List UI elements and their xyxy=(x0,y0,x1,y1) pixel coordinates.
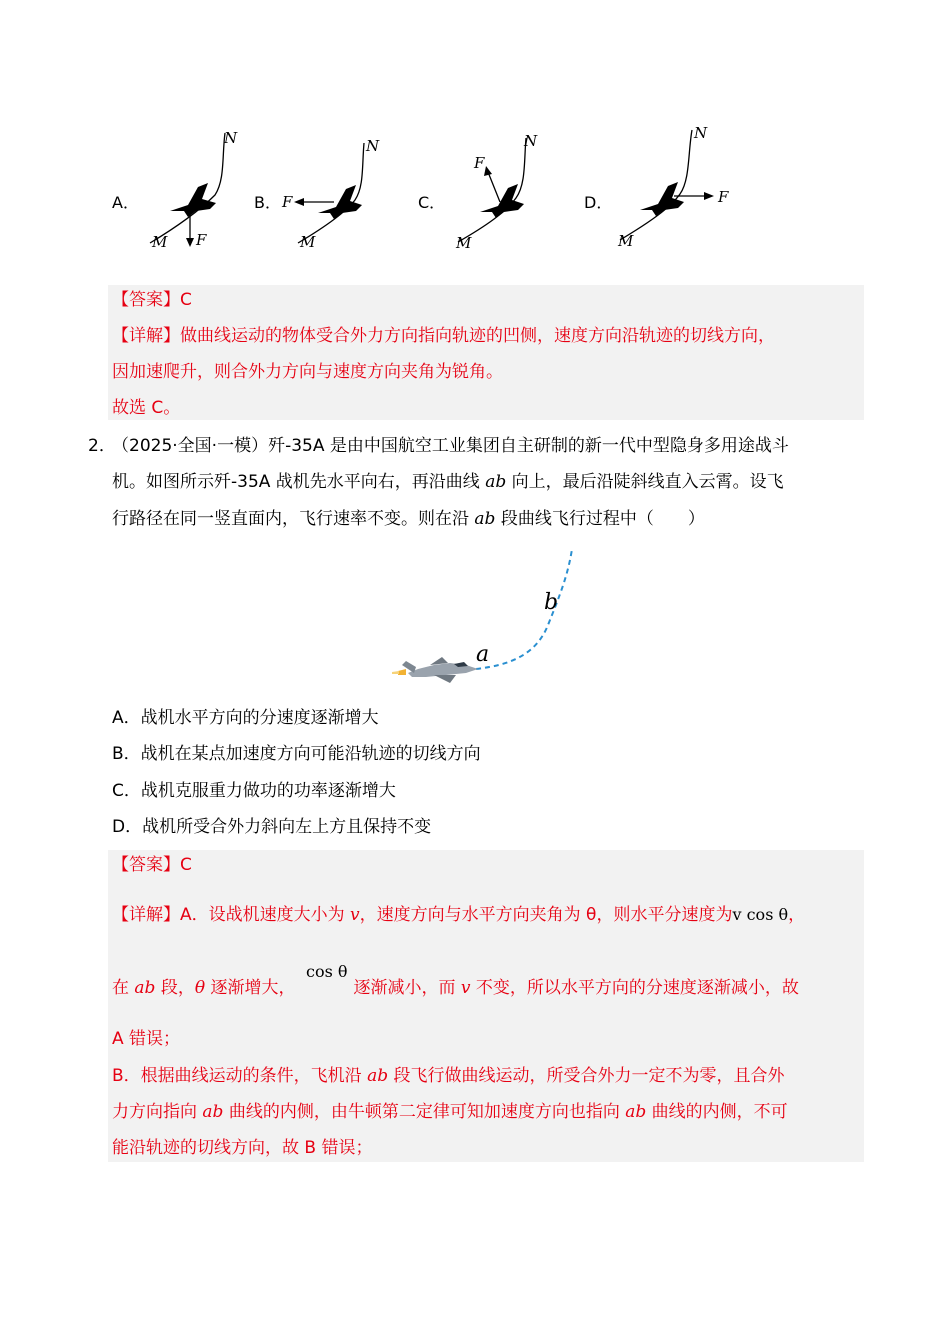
q1-answer-label: 【答案】C xyxy=(112,290,192,310)
q2-number: 2． xyxy=(88,436,116,456)
label-b: b xyxy=(544,590,559,615)
trajectory-curve xyxy=(150,133,225,243)
label-n: N xyxy=(694,124,708,142)
force-arrow xyxy=(488,172,500,202)
label-m: M xyxy=(152,233,168,251)
formula-cos: cos θ xyxy=(306,962,348,981)
option-c-figure xyxy=(448,130,558,255)
q1-answer-box xyxy=(108,285,864,420)
option-d-letter: D． xyxy=(584,193,613,212)
q2-stem-line-2: 机。如图所示歼-35A 战机先水平向右，再沿曲线 ab 向上，最后沿陡斜线直入云霄。设飞 xyxy=(112,472,784,492)
label-m: M xyxy=(618,232,634,250)
option-a-figure xyxy=(140,125,250,255)
q2-detail-b-line-3: 能沿轨迹的切线方向，故 B 错误； xyxy=(112,1138,373,1158)
plane-silhouette xyxy=(480,184,524,218)
label-n: N xyxy=(366,137,380,155)
trajectory-curve xyxy=(458,138,526,242)
label-m: M xyxy=(300,233,316,251)
q2-option-c: C．战机克服重力做功的功率逐渐增大 xyxy=(112,781,396,801)
label-n: N xyxy=(224,129,238,147)
label-n: N xyxy=(524,132,538,150)
option-b-figure xyxy=(280,135,390,255)
formula-vcos: v cos θ xyxy=(732,905,789,924)
q2-option-d: D．战机所受合外力斜向左上方且保持不变 xyxy=(112,817,432,837)
option-c-letter: C． xyxy=(418,193,446,212)
trajectory-curve xyxy=(298,143,364,243)
trajectory-curve xyxy=(620,130,692,240)
q1-detail-line-3: 故选 C。 xyxy=(112,398,181,418)
label-f: F xyxy=(474,154,485,172)
q2-detail-a-line-2: 在 ab 段，θ 逐渐增大， 逐渐减小，而 v 不变，所以水平方向的分速度逐渐减小，故 xyxy=(112,978,799,998)
label-f: F xyxy=(282,193,293,211)
option-b-letter: B． xyxy=(254,193,281,212)
option-d-figure xyxy=(614,122,744,252)
q2-stem-line-3: 行路径在同一竖直面内，飞行速率不变。则在沿 ab 段曲线飞行过程中（ ） xyxy=(112,509,705,529)
q1-detail-line-2: 因加速爬升，则合外力方向与速度方向夹角为锐角。 xyxy=(112,362,503,382)
plane-silhouette xyxy=(640,182,684,216)
q2-stem-line-1: （2025·全国·一模）歼-35A 是由中国航空工业集团自主研制的新一代中型隐身多用途战斗 xyxy=(112,436,789,456)
q2-detail-a-line-1: 【详解】A．设战机速度大小为 v，速度方向与水平方向夹角为 θ，则水平分速度为v cos θ， xyxy=(112,905,806,925)
label-f: F xyxy=(718,188,729,206)
q2-option-b: B．战机在某点加速度方向可能沿轨迹的切线方向 xyxy=(112,744,481,764)
label-f: F xyxy=(196,231,207,249)
q2-detail-a-line-3: A 错误； xyxy=(112,1029,181,1049)
q2-option-a: A．战机水平方向的分速度逐渐增大 xyxy=(112,708,379,728)
option-a-letter: A． xyxy=(112,193,139,212)
q2-figure xyxy=(390,545,610,695)
q2-answer-label: 【答案】C xyxy=(112,855,192,875)
label-m: M xyxy=(456,234,472,252)
q2-detail-b-line-2: 力方向指向 ab 曲线的内侧，由牛顿第二定律可知加速度方向也指向 ab 曲线的内侧，不可 xyxy=(112,1102,788,1122)
q1-detail-line-1: 【详解】做曲线运动的物体受合外力方向指向轨迹的凹侧，速度方向沿轨迹的切线方向， xyxy=(112,326,775,346)
fighter-jet-icon xyxy=(392,657,478,683)
label-a: a xyxy=(476,642,490,667)
q2-detail-b-line-1: B．根据曲线运动的条件，飞机沿 ab 段飞行做曲线运动，所受合外力一定不为零，且合外 xyxy=(112,1066,785,1086)
